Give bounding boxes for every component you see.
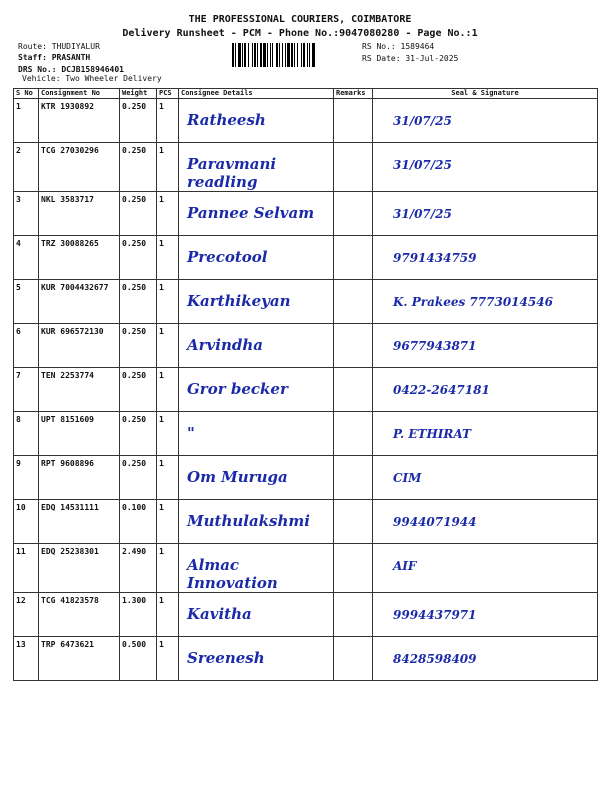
row-remarks — [334, 500, 373, 544]
row-signature — [373, 143, 598, 192]
runsheet-subtitle: Delivery Runsheet - PCM - Phone No.:9047080280 - Page No.:1 — [122, 28, 478, 39]
rs-date: RS Date: 31-Jul-2025 — [362, 54, 459, 63]
row-signature-text: AIF — [393, 559, 417, 573]
row-signature-text: 0422-2647181 — [393, 383, 490, 397]
row-consignee — [179, 236, 334, 280]
table-row — [14, 544, 598, 593]
row-consignee-text: Om Muruga — [187, 468, 288, 486]
row-signature — [373, 368, 598, 412]
row-consignee-text: Sreenesh — [187, 649, 265, 667]
row-consignee-text: Almac Innovation — [187, 556, 278, 592]
row-signature — [373, 637, 598, 681]
table-row — [14, 192, 598, 236]
table-row — [14, 637, 598, 681]
row-consignee-text: Paravmani readling — [187, 155, 277, 191]
staff-label: Staff: PRASANTH — [18, 53, 91, 62]
row-weight: 1.300 — [120, 593, 157, 637]
row-signature — [373, 99, 598, 143]
row-weight: 0.500 — [120, 637, 157, 681]
row-sno: 2 — [14, 143, 39, 192]
row-sno: 9 — [14, 456, 39, 500]
row-consignment-no: NKL 3583717 — [39, 192, 120, 236]
row-signature — [373, 456, 598, 500]
row-remarks — [334, 368, 373, 412]
rs-number: RS No.: 1589464 — [362, 42, 435, 51]
row-consignment-no: TCG 41823578 — [39, 593, 120, 637]
row-pcs: 1 — [157, 324, 179, 368]
row-consignment-no: KUR 696572130 — [39, 324, 120, 368]
row-pcs: 1 — [157, 280, 179, 324]
row-pcs: 1 — [157, 593, 179, 637]
row-remarks — [334, 192, 373, 236]
row-consignment-no: KTR 1930892 — [39, 99, 120, 143]
col-header-consignment: Consignment No — [39, 89, 120, 99]
row-remarks — [334, 593, 373, 637]
table-header-row — [14, 89, 598, 99]
row-remarks — [334, 544, 373, 593]
row-signature — [373, 500, 598, 544]
col-header-remarks: Remarks — [334, 89, 373, 99]
row-sno: 6 — [14, 324, 39, 368]
row-sno: 1 — [14, 99, 39, 143]
table-row — [14, 456, 598, 500]
row-consignment-no: RPT 9608896 — [39, 456, 120, 500]
row-consignee — [179, 637, 334, 681]
row-weight: 0.250 — [120, 324, 157, 368]
row-remarks — [334, 99, 373, 143]
row-pcs: 1 — [157, 637, 179, 681]
row-weight: 0.250 — [120, 99, 157, 143]
vehicle-label: Vehicle: Two Wheeler Delivery — [22, 74, 162, 83]
row-signature-text: 9677943871 — [393, 339, 477, 353]
row-consignee — [179, 456, 334, 500]
row-consignment-no: UPT 8151609 — [39, 412, 120, 456]
row-remarks — [334, 143, 373, 192]
row-pcs: 1 — [157, 368, 179, 412]
row-consignee — [179, 412, 334, 456]
row-sno: 3 — [14, 192, 39, 236]
row-consignee-text: Kavitha — [187, 605, 252, 623]
row-consignment-no: TRP 6473621 — [39, 637, 120, 681]
row-sno: 4 — [14, 236, 39, 280]
runsheet-table — [13, 88, 598, 681]
table-row — [14, 143, 598, 192]
row-consignee-text: Pannee Selvam — [187, 204, 315, 222]
row-pcs: 1 — [157, 500, 179, 544]
row-sno: 12 — [14, 593, 39, 637]
row-sno: 11 — [14, 544, 39, 593]
col-header-pcs: PCS — [157, 89, 179, 99]
table-row — [14, 412, 598, 456]
row-signature — [373, 280, 598, 324]
col-header-signature: Seal & Signature — [373, 89, 598, 99]
row-signature-text: 31/07/25 — [393, 207, 452, 221]
row-signature — [373, 192, 598, 236]
row-signature-text: 9944071944 — [393, 515, 477, 529]
row-signature-text: 31/07/25 — [393, 158, 452, 172]
row-weight: 0.250 — [120, 368, 157, 412]
row-remarks — [334, 456, 373, 500]
row-consignee — [179, 192, 334, 236]
drs-number: DRS No.: DCJB158946401 — [18, 65, 124, 74]
row-weight: 0.100 — [120, 500, 157, 544]
row-pcs: 1 — [157, 143, 179, 192]
row-pcs: 1 — [157, 192, 179, 236]
row-consignee — [179, 368, 334, 412]
row-consignment-no: TCG 27030296 — [39, 143, 120, 192]
table-row — [14, 236, 598, 280]
row-consignee — [179, 99, 334, 143]
row-signature — [373, 412, 598, 456]
row-consignee-text: Precotool — [187, 248, 268, 266]
col-header-consignee: Consignee Details — [179, 89, 334, 99]
table-row — [14, 324, 598, 368]
col-header-sno: S No — [14, 89, 39, 99]
row-consignee — [179, 544, 334, 593]
row-consignment-no: KUR 7004432677 — [39, 280, 120, 324]
row-weight: 2.490 — [120, 544, 157, 593]
row-consignee-text: " — [187, 424, 195, 442]
row-signature-text: 9791434759 — [393, 251, 477, 265]
row-signature — [373, 236, 598, 280]
row-sno: 10 — [14, 500, 39, 544]
row-weight: 0.250 — [120, 143, 157, 192]
table-row — [14, 280, 598, 324]
row-consignee — [179, 593, 334, 637]
row-consignee-text: Arvindha — [187, 336, 263, 354]
row-signature-text: 9994437971 — [393, 608, 477, 622]
row-consignee — [179, 143, 334, 192]
row-remarks — [334, 637, 373, 681]
row-signature — [373, 593, 598, 637]
row-signature-text: CIM — [393, 471, 422, 485]
row-pcs: 1 — [157, 544, 179, 593]
row-signature-text: K. Prakees 7773014546 — [393, 295, 553, 309]
row-sno: 5 — [14, 280, 39, 324]
row-consignment-no: EDQ 14531111 — [39, 500, 120, 544]
row-signature-text: 8428598409 — [393, 652, 477, 666]
table-row — [14, 500, 598, 544]
table-row — [14, 99, 598, 143]
row-weight: 0.250 — [120, 412, 157, 456]
row-remarks — [334, 324, 373, 368]
row-signature — [373, 544, 598, 593]
row-consignment-no: TEN 2253774 — [39, 368, 120, 412]
table-row — [14, 593, 598, 637]
row-consignee-text: Gror becker — [187, 380, 288, 398]
row-consignment-no: EDQ 25238301 — [39, 544, 120, 593]
row-weight: 0.250 — [120, 236, 157, 280]
row-consignment-no: TRZ 30088265 — [39, 236, 120, 280]
row-pcs: 1 — [157, 412, 179, 456]
barcode-image — [230, 42, 350, 68]
row-pcs: 1 — [157, 99, 179, 143]
row-signature-text: P. ETHIRAT — [393, 427, 471, 441]
row-pcs: 1 — [157, 236, 179, 280]
row-remarks — [334, 236, 373, 280]
row-weight: 0.250 — [120, 280, 157, 324]
row-sno: 13 — [14, 637, 39, 681]
row-sno: 8 — [14, 412, 39, 456]
row-sno: 7 — [14, 368, 39, 412]
row-remarks — [334, 412, 373, 456]
row-weight: 0.250 — [120, 192, 157, 236]
row-consignee — [179, 280, 334, 324]
row-consignee-text: Ratheesh — [187, 111, 266, 129]
row-remarks — [334, 280, 373, 324]
row-signature — [373, 324, 598, 368]
row-signature-text: 31/07/25 — [393, 114, 452, 128]
row-consignee — [179, 324, 334, 368]
col-header-weight: Weight — [120, 89, 157, 99]
row-weight: 0.250 — [120, 456, 157, 500]
row-consignee-text: Karthikeyan — [187, 292, 291, 310]
company-title: THE PROFESSIONAL COURIERS, COIMBATORE — [188, 14, 412, 25]
row-consignee-text: Muthulakshmi — [187, 512, 310, 530]
row-consignee — [179, 500, 334, 544]
row-pcs: 1 — [157, 456, 179, 500]
table-row — [14, 368, 598, 412]
route-label: Route: THUDIYALUR — [18, 42, 100, 51]
